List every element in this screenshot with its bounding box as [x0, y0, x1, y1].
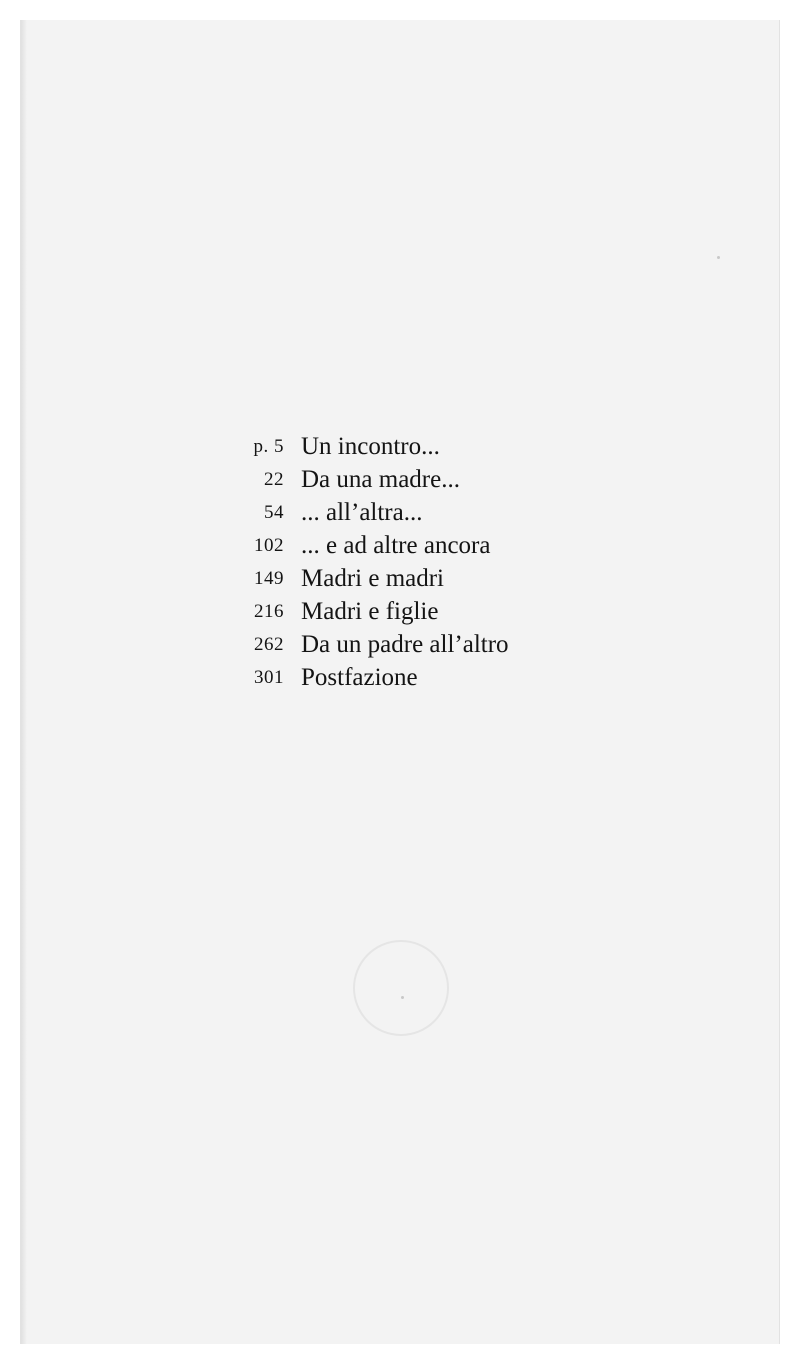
toc-page-number: 102 [254, 535, 284, 556]
toc-page-number: 216 [254, 601, 284, 622]
toc-entry [21, 529, 781, 562]
toc-chapter-title: Postfazione [301, 664, 418, 691]
toc-entry [21, 562, 781, 595]
toc-chapter-title: Da un padre all’altro [301, 631, 509, 658]
toc-chapter-title: Madri e madri [301, 565, 445, 592]
toc-page-number: 149 [254, 568, 284, 589]
toc-entry [21, 496, 781, 529]
toc-chapter-title: Madri e figlie [301, 598, 439, 625]
toc-entry [21, 595, 781, 628]
toc-chapter-title: Da una madre... [301, 466, 460, 493]
book-page [20, 20, 780, 1344]
speck [717, 256, 720, 259]
toc-entry [21, 661, 781, 694]
toc-chapter-title: ... e ad altre ancora [301, 532, 491, 559]
toc-chapter-title: ... all’altra... [301, 499, 423, 526]
faint-colophon [21, 940, 781, 1056]
toc-chapter-title: Un incontro... [301, 433, 440, 460]
toc-page-number: p. 5 [253, 436, 284, 457]
toc-page-number: 301 [254, 667, 284, 688]
toc-page-number: 22 [264, 469, 284, 490]
toc-entry [21, 430, 781, 463]
publisher-emblem [353, 940, 449, 1036]
toc-page-number: 54 [264, 502, 284, 523]
table-of-contents [21, 430, 781, 694]
toc-entry [21, 628, 781, 661]
toc-entry [21, 463, 781, 496]
toc-page-number: 262 [254, 634, 284, 655]
